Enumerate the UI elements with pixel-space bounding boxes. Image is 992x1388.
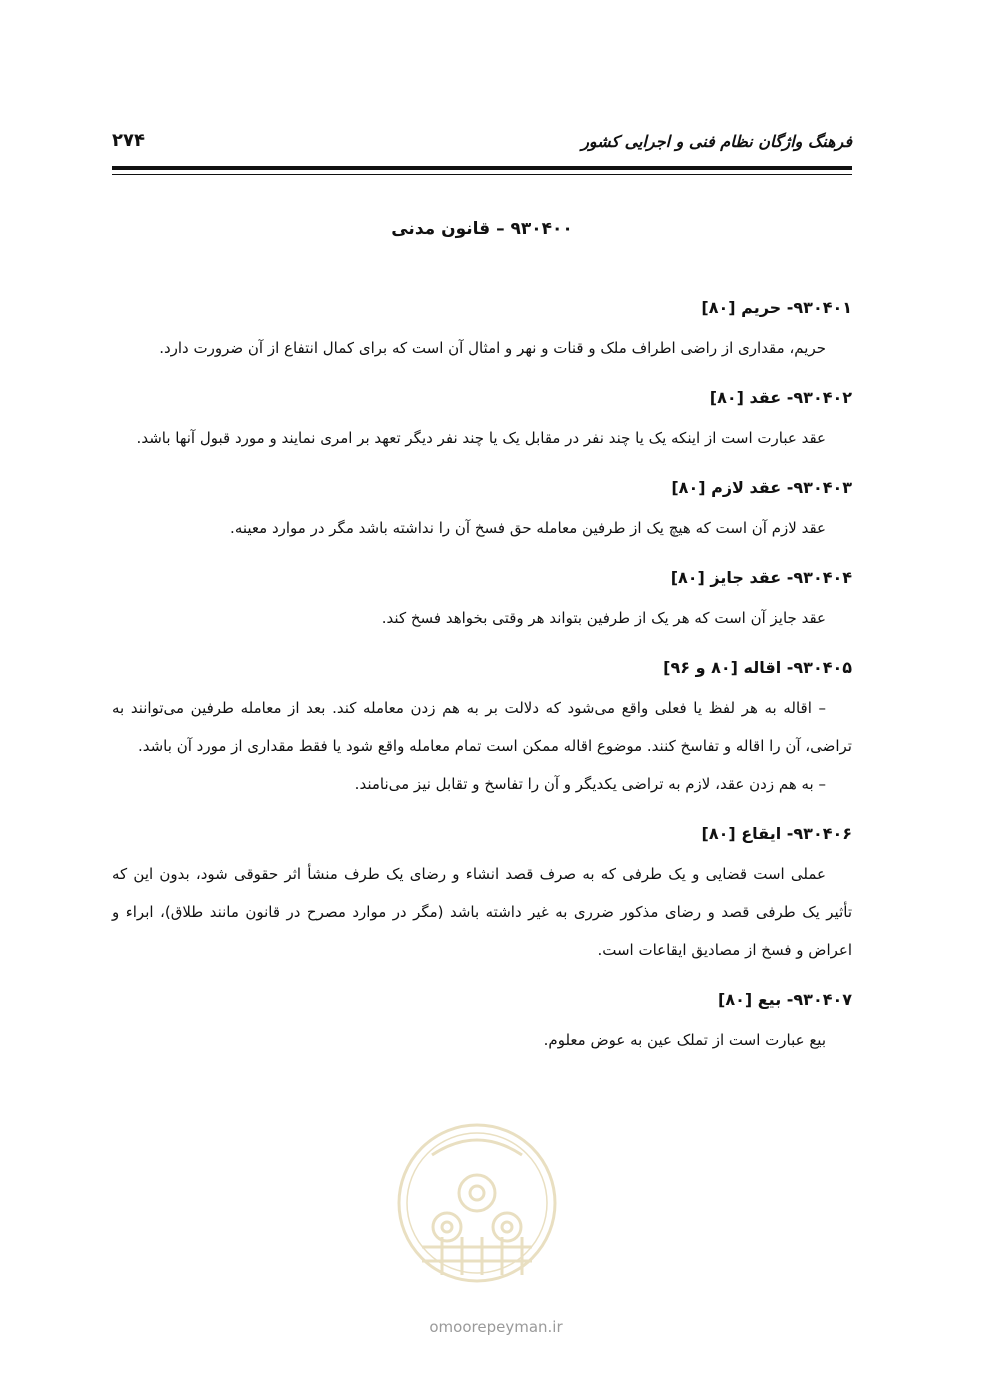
page-header xyxy=(112,128,852,160)
entry-heading: ۹۳۰۴۰۵- اقاله [۸۰ و ۹۶] xyxy=(663,658,852,677)
entry-paragraph: – به هم زدن عقد، لازم به تراضی یکدیگر و آن را تفاسخ و تقابل نیز می‌نامند. xyxy=(354,775,826,793)
watermark-logo xyxy=(392,1115,562,1305)
entry-heading: ۹۳۰۴۰۱- حریم [۸۰] xyxy=(701,298,852,317)
entry-paragraph: بیع عبارت است از تملک عین به عوض معلوم. xyxy=(543,1031,826,1049)
section-title: ۹۳۰۴۰۰ – قانون مدنی xyxy=(391,219,573,239)
entry-paragraph: عملی است قضایی و یک طرفی که به صرف قصد انشاء و رضای یک طرف منشأ اثر حقوقی شود، بدون این که تأثیر یک طرفی قصد و رضای مذکور ضرری به غیر داشته باشد (مگر در موارد مصرح در قانون مانند طلاق)، ابراء و اعراض و فسخ از مصادیق ایقاعات است. xyxy=(112,865,852,959)
header-rule-thick xyxy=(112,166,852,170)
entry-heading: ۹۳۰۴۰۴- عقد جایز [۸۰] xyxy=(670,568,852,587)
page-number: ۲۷۴ xyxy=(112,130,145,151)
entry-heading: ۹۳۰۴۰۲- عقد [۸۰] xyxy=(709,388,852,407)
entry-paragraph: – اقاله به هر لفظ یا فعلی واقع می‌شود که دلالت بر به هم زدن معامله کند. بعد از معامله طرفین می‌توانند به تراضی، آن را اقاله و تفاسخ کنند. موضوع اقاله ممکن است تمام معامله واقع شود یا فقط مقداری از مورد آن باشد. xyxy=(112,699,852,755)
header-rule-thin xyxy=(112,174,852,175)
entry-heading: ۹۳۰۴۰۳- عقد لازم [۸۰] xyxy=(671,478,852,497)
entry-paragraph: عقد عبارت است از اینکه یک یا چند نفر در مقابل یک یا چند نفر دیگر تعهد بر امری نمایند و مورد قبول آنها باشد. xyxy=(136,429,826,447)
entry-paragraph: عقد جایز آن است که هر یک از طرفین بتواند هر وقتی بخواهد فسخ کند. xyxy=(381,609,826,627)
entry-heading: ۹۳۰۴۰۶- ایقاع [۸۰] xyxy=(701,824,852,843)
entries-content xyxy=(112,293,852,1059)
running-header-title: فرهنگ واژگان نظام فنی و اجرایی کشور xyxy=(581,132,852,151)
watermark-site: omoorepeyman.ir xyxy=(429,1318,563,1336)
entry-paragraph: حریم، مقداری از راضی اطراف ملک و قنات و نهر و امثال آن است که برای کمال انتفاع از آن ضرورت دارد. xyxy=(159,339,826,357)
entry-heading: ۹۳۰۴۰۷- بیع [۸۰] xyxy=(718,990,852,1009)
entry-paragraph: عقد لازم آن است که هیچ یک از طرفین معامله حق فسخ آن را نداشته باشد مگر در موارد معینه. xyxy=(230,519,826,537)
